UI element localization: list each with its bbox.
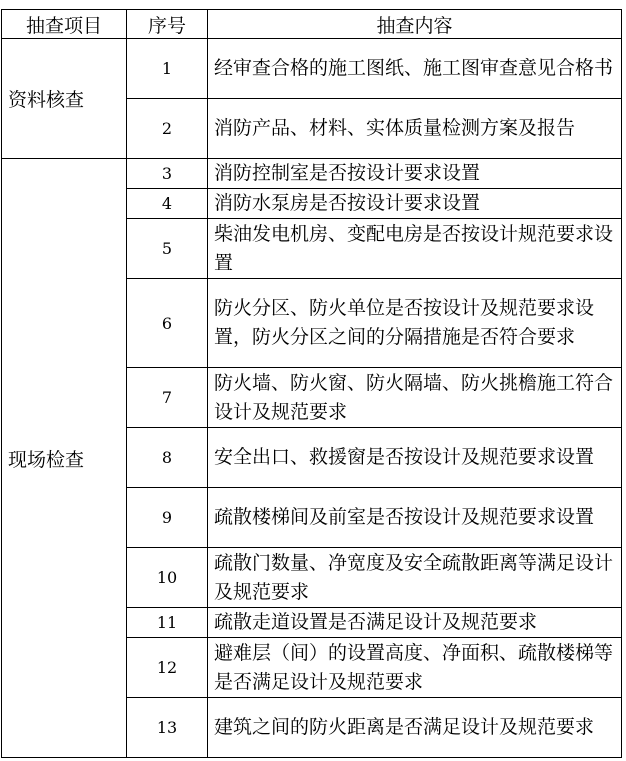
item-content: 消防控制室是否按设计要求设置 xyxy=(208,159,622,189)
category-cell: 资料核查 xyxy=(2,39,127,159)
item-number: 5 xyxy=(127,219,208,279)
header-number: 序号 xyxy=(127,10,208,39)
item-number: 2 xyxy=(127,99,208,159)
inspection-table xyxy=(1,9,622,758)
item-content: 消防产品、材料、实体质量检测方案及报告 xyxy=(208,99,622,159)
item-number: 12 xyxy=(127,638,208,698)
item-content: 消防水泵房是否按设计要求设置 xyxy=(208,189,622,219)
item-number: 1 xyxy=(127,39,208,99)
item-number: 8 xyxy=(127,428,208,488)
item-number: 13 xyxy=(127,698,208,758)
header-row xyxy=(2,10,622,39)
header-category: 抽查项目 xyxy=(2,10,127,39)
item-number: 10 xyxy=(127,548,208,608)
item-number: 7 xyxy=(127,368,208,428)
item-number: 4 xyxy=(127,189,208,219)
item-content: 疏散楼梯间及前室是否按设计及规范要求设置 xyxy=(208,488,622,548)
item-number: 3 xyxy=(127,159,208,189)
item-number: 9 xyxy=(127,488,208,548)
table-row xyxy=(2,159,622,189)
category-cell: 现场检查 xyxy=(2,159,127,758)
item-content: 安全出口、救援窗是否按设计及规范要求设置 xyxy=(208,428,622,488)
item-content: 避难层（间）的设置高度、净面积、疏散楼梯等是否满足设计及规范要求 xyxy=(208,638,622,698)
item-content: 防火分区、防火单位是否按设计及规范要求设置，防火分区之间的分隔措施是否符合要求 xyxy=(208,279,622,368)
item-content: 经审查合格的施工图纸、施工图审查意见合格书 xyxy=(208,39,622,99)
item-number: 6 xyxy=(127,279,208,368)
header-content: 抽查内容 xyxy=(208,10,622,39)
item-content: 疏散门数量、净宽度及安全疏散距离等满足设计及规范要求 xyxy=(208,548,622,608)
item-content: 防火墙、防火窗、防火隔墙、防火挑檐施工符合设计及规范要求 xyxy=(208,368,622,428)
item-number: 11 xyxy=(127,608,208,638)
item-content: 建筑之间的防火距离是否满足设计及规范要求 xyxy=(208,698,622,758)
table-row xyxy=(2,39,622,99)
item-content: 疏散走道设置是否满足设计及规范要求 xyxy=(208,608,622,638)
item-content: 柴油发电机房、变配电房是否按设计规范要求设置 xyxy=(208,219,622,279)
